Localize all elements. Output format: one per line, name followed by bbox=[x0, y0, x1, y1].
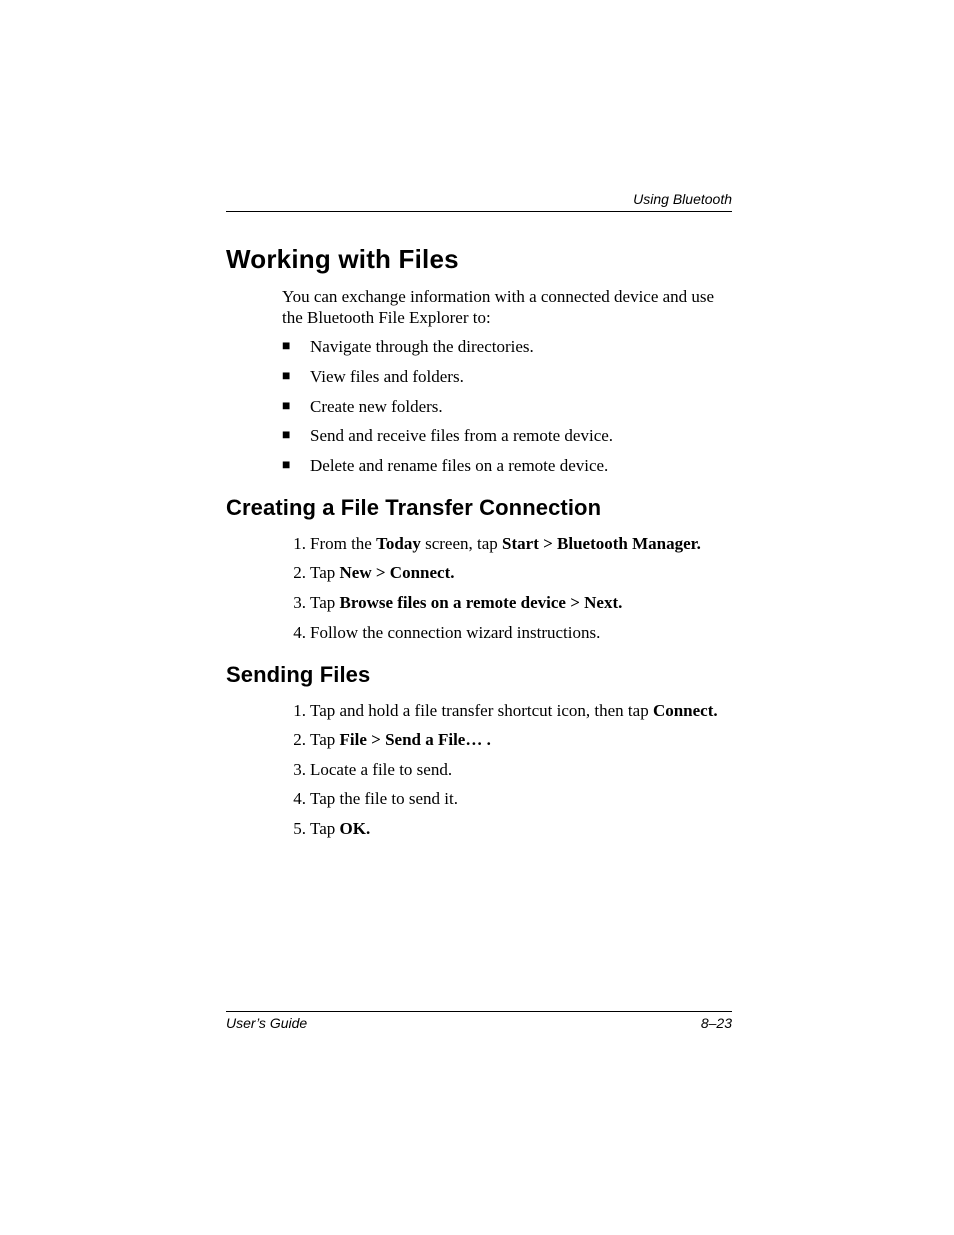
step-text: Tap OK. bbox=[310, 819, 371, 838]
running-header: Using Bluetooth bbox=[633, 191, 732, 207]
bullet-item: Delete and rename files on a remote device. bbox=[310, 456, 609, 475]
step-text: Tap and hold a file transfer shortcut icon, then tap Connect. bbox=[310, 701, 718, 720]
step-text: Tap the file to send it. bbox=[310, 789, 458, 808]
bullet-marker: ■ bbox=[282, 339, 291, 354]
bullet-marker: ■ bbox=[282, 428, 291, 443]
bullet-marker: ■ bbox=[282, 369, 291, 384]
intro-paragraph: You can exchange information with a connected device and use the Bluetooth File Explorer to: bbox=[282, 287, 715, 327]
bullet-item: Send and receive files from a remote device. bbox=[310, 426, 614, 445]
step-text: Tap New > Connect. bbox=[310, 563, 455, 582]
page-number: 8–23 bbox=[700, 1015, 732, 1031]
step-number: 3. bbox=[293, 593, 306, 612]
section-title-creating-connection: Creating a File Transfer Connection bbox=[226, 495, 602, 520]
step-number: 5. bbox=[293, 819, 306, 838]
step-text: Tap File > Send a File… . bbox=[310, 730, 491, 749]
step-number: 1. bbox=[293, 701, 306, 720]
bullet-item: Navigate through the directories. bbox=[310, 337, 534, 356]
bullet-item: View files and folders. bbox=[310, 367, 464, 386]
section-title-sending-files: Sending Files bbox=[226, 662, 371, 687]
step-number: 3. bbox=[293, 760, 306, 779]
section-title-working-with-files: Working with Files bbox=[226, 244, 459, 274]
footer-guide-title: User’s Guide bbox=[226, 1015, 308, 1031]
step-number: 2. bbox=[293, 730, 306, 749]
step-number: 1. bbox=[293, 534, 306, 553]
bullet-marker: ■ bbox=[282, 399, 291, 414]
step-text: Tap Browse files on a remote device > Next. bbox=[310, 593, 623, 612]
footer-rule bbox=[226, 1011, 732, 1012]
step-text: Locate a file to send. bbox=[310, 760, 453, 779]
bullet-item: Create new folders. bbox=[310, 397, 443, 416]
step-text: Follow the connection wizard instructions. bbox=[310, 623, 601, 642]
step-text: From the Today screen, tap Start > Bluetooth Manager. bbox=[310, 534, 701, 553]
step-number: 4. bbox=[293, 623, 306, 642]
header-rule bbox=[226, 211, 732, 212]
step-number: 2. bbox=[293, 563, 306, 582]
step-number: 4. bbox=[293, 789, 306, 808]
bullet-marker: ■ bbox=[282, 458, 291, 473]
